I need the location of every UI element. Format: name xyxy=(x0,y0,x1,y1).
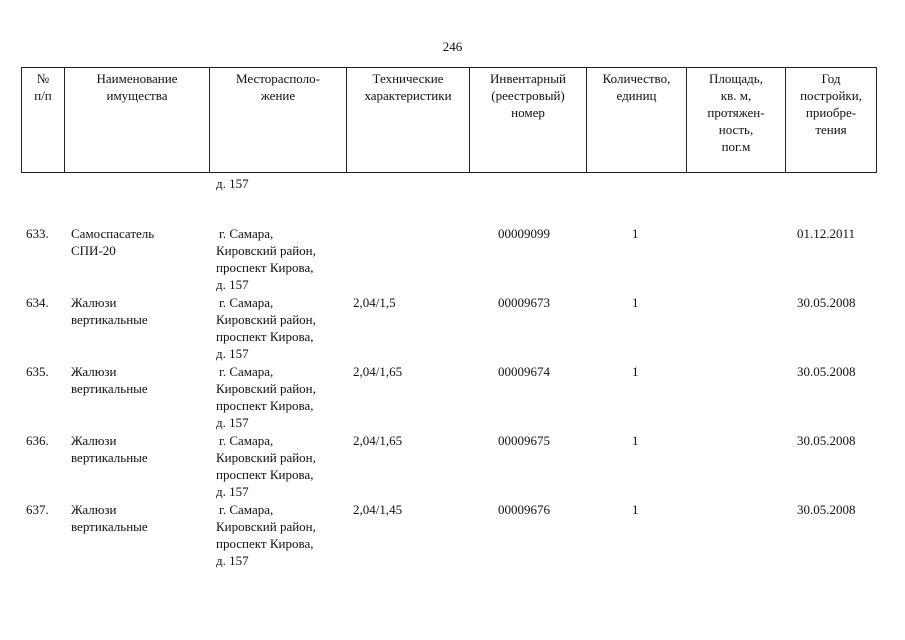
row-inventory: 00009673 xyxy=(498,295,550,310)
row-tech: 2,04/1,45 xyxy=(353,502,403,517)
row-location: г. Самара, Кировский район, проспект Кирова, д. 157 xyxy=(216,226,316,292)
carryover-location: д. 157 xyxy=(216,176,249,191)
row-location: г. Самара, Кировский район, проспект Кирова, д. 157 xyxy=(216,364,316,430)
row-location: г. Самара, Кировский район, проспект Кирова, д. 157 xyxy=(216,295,316,361)
row-tech: 2,04/1,65 xyxy=(353,433,403,448)
header-quantity: Количество, единиц xyxy=(587,68,687,173)
row-number: 635. xyxy=(26,364,49,379)
row-year: 30.05.2008 xyxy=(797,502,856,517)
header-tech: Технические характеристики xyxy=(347,68,470,173)
row-year: 30.05.2008 xyxy=(797,295,856,310)
row-year: 30.05.2008 xyxy=(797,433,856,448)
header-year: Год постройки, приобре- тения xyxy=(786,68,877,173)
row-number: 637. xyxy=(26,502,49,517)
row-year: 01.12.2011 xyxy=(797,226,856,241)
row-number: 633. xyxy=(26,226,49,241)
header-area: Площадь, кв. м, протяжен- ность, пог.м xyxy=(687,68,786,173)
row-year: 30.05.2008 xyxy=(797,364,856,379)
row-tech: 2,04/1,65 xyxy=(353,364,403,379)
row-name: Жалюзи вертикальные xyxy=(71,295,148,327)
row-name: Жалюзи вертикальные xyxy=(71,502,148,534)
row-inventory: 00009099 xyxy=(498,226,550,241)
row-number: 636. xyxy=(26,433,49,448)
row-quantity: 1 xyxy=(632,226,639,241)
page-number: 246 xyxy=(442,39,463,54)
row-inventory: 00009675 xyxy=(498,433,550,448)
row-tech: 2,04/1,5 xyxy=(353,295,396,310)
row-location: г. Самара, Кировский район, проспект Кирова, д. 157 xyxy=(216,433,316,499)
table-header xyxy=(21,67,877,173)
row-quantity: 1 xyxy=(632,502,639,517)
row-inventory: 00009674 xyxy=(498,364,550,379)
row-number: 634. xyxy=(26,295,49,310)
row-quantity: 1 xyxy=(632,433,639,448)
row-name: Самоспасатель СПИ-20 xyxy=(71,226,155,258)
header-location: Месторасполо- жение xyxy=(210,68,347,173)
row-inventory: 00009676 xyxy=(498,502,550,517)
row-name: Жалюзи вертикальные xyxy=(71,364,148,396)
row-quantity: 1 xyxy=(632,364,639,379)
row-quantity: 1 xyxy=(632,295,639,310)
header-name: Наименование имущества xyxy=(65,68,210,173)
row-location: г. Самара, Кировский район, проспект Кирова, д. 157 xyxy=(216,502,316,568)
row-name: Жалюзи вертикальные xyxy=(71,433,148,465)
header-inventory: Инвентарный (реестровый) номер xyxy=(470,68,587,173)
header-num: № п/п xyxy=(22,68,65,173)
